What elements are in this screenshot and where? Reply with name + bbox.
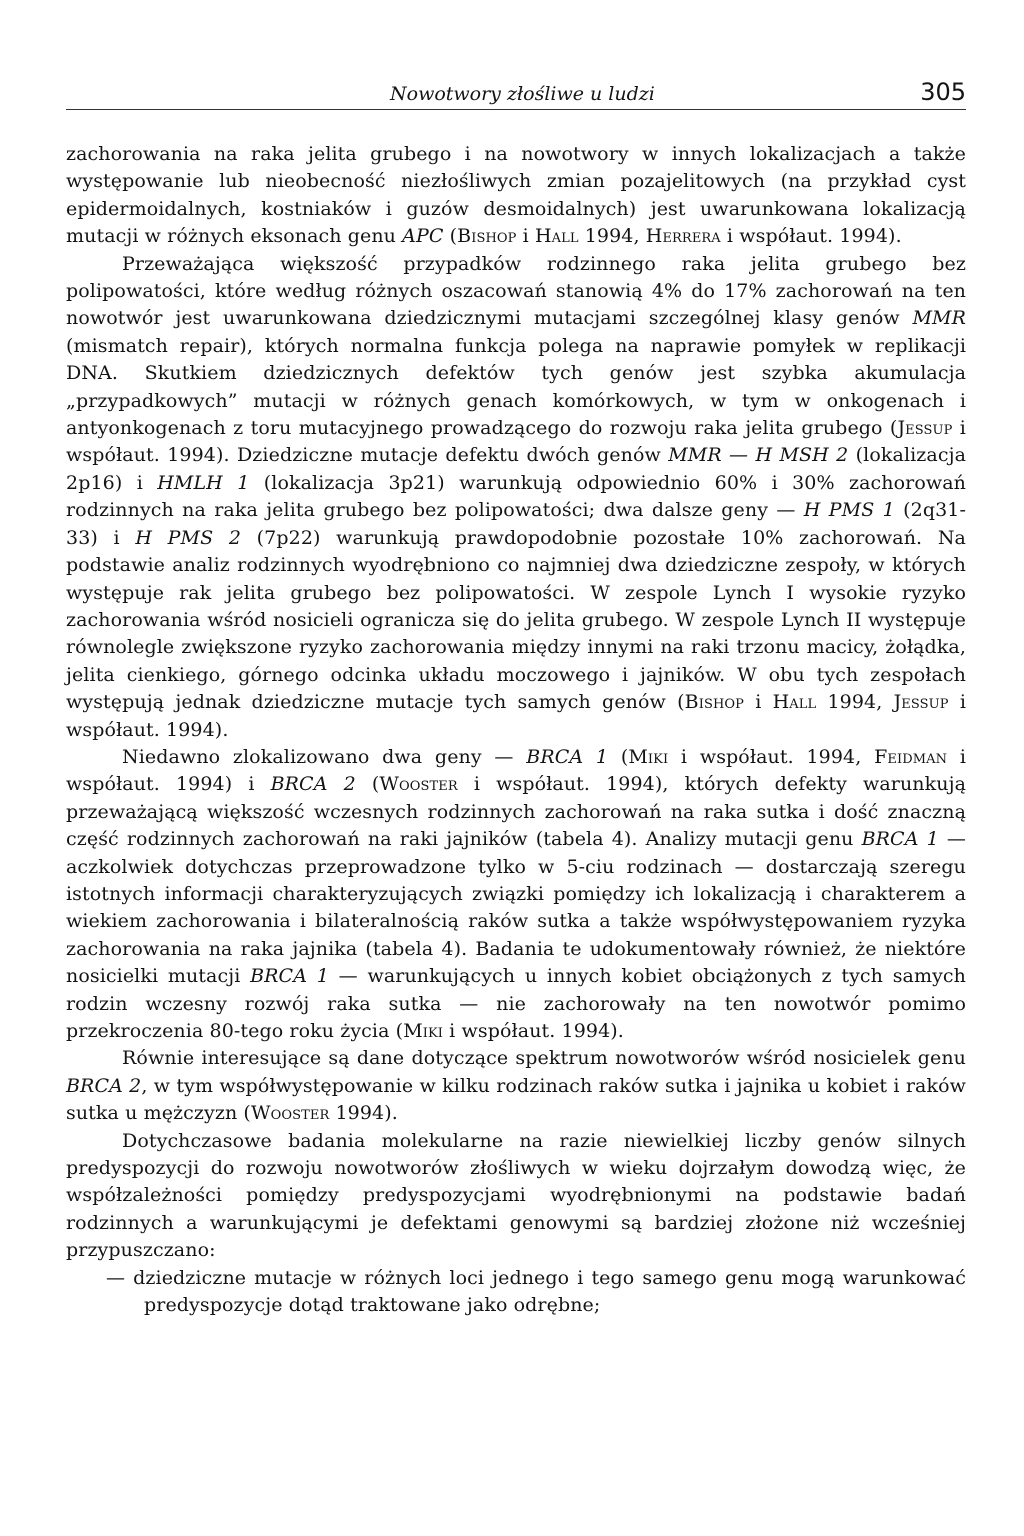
body-text (66, 141, 966, 1319)
paragraph-2: Przeważająca większość przypadków rodzinnego raka jelita grubego bez polipowatości, które według różnych oszacowań stanowią 4% do 17% zachorowań na ten nowotwór jest uwarunkowana dziedzicznymi mutacjami szczególnej klasy genów MMR (mismatch repair), których normalna funkcja polega na naprawie pomyłek w replikacji DNA. Skutkiem dziedzicznych defektów tych genów jest szybka akumulacja „przypadkowych” mutacji w różnych genach komórkowych, w tym w onkogenach i antyonkogenach z toru mutacyjnego prowadzącego do rozwoju raka jelita grubego (Jessup i współaut. 1994). Dziedziczne mutacje defektu dwóch genów MMR — H MSH 2 (lokalizacja 2p16) i HMLH 1 (lokalizacja 3p21) warunkują odpowiednio 60% i 30% zachorowań rodzinnych na raka jelita grubego bez polipowatości; dwa dalsze geny — H PMS 1 (2q31-33) i H PMS 2 (7p22) warunkują prawdopodobnie pozostałe 10% zachorowań. Na podstawie analiz rodzinnych wyodrębniono co najmniej dwa dziedziczne zespoły, w których występuje rak jelita grubego bez polipowatości. W zespole Lynch I wysokie ryzyko zachorowania wśród nosicieli ogranicza się do jelita grubego. W zespole Lynch II występuje równolegle zwiększone ryzyko zachorowania między innymi na raki trzonu macicy, żołądka, jelita cienkiego, górnego odcinka układu moczowego i jajników. W obu tych zespołach występują jednak dziedziczne mutacje tych samych genów (Bishop i Hall 1994, Jessup i współaut. 1994). (66, 252, 966, 741)
paragraph-1: zachorowania na raka jelita grubego i na nowotwory w innych lokalizacjach a także występowanie lub nieobecność niezłośliwych zmian pozajelitowych (na przykład cyst epidermoidalnych, kostniaków i guzów desmoidalnych) jest uwarunkowana lokalizacją mutacji w różnych eksonach genu APC (Bishop i Hall 1994, Herrera i współaut. 1994). (66, 143, 966, 248)
list-item: — dziedziczne mutacje w różnych loci jednego i tego samego genu mogą warunkować predyspozycje dotąd traktowane jako odrębne; (106, 1266, 966, 1317)
paragraph-4: Równie interesujące są dane dotyczące spektrum nowotworów wśród nosicielek genu BRCA 2, w tym współwystępowanie w kilku rodzinach raków sutka i jajnika u kobiet i raków sutka u mężczyzn (Wooster 1994). (66, 1047, 966, 1125)
running-title: Nowotwory złośliwe u ludzi (390, 83, 655, 105)
page-number: 305 (920, 78, 966, 106)
page-header (66, 78, 966, 110)
paragraph-3: Niedawno zlokalizowano dwa geny — BRCA 1 (Miki i współaut. 1994, Feidman i współaut. 1994) i BRCA 2 (Wooster i współaut. 1994), których defekty warunkują przeważającą większość wczesnych rodzinnych zachorowań na raka sutka i dość znaczną część rodzinnych zachorowań na raki jajników (tabela 4). Analizy mutacji genu BRCA 1 — aczkolwiek dotychczas przeprowadzone tylko w 5-ciu rodzinach — dostarczają szeregu istotnych informacji charakteryzujących związki pomiędzy ich lokalizacją i charakterem a wiekiem zachorowania i bilateralnością raków sutka a także współwystępowaniem ryzyka zachorowania na raka jajnika (tabela 4). Badania te udokumentowały również, że niektóre nosicielki mutacji BRCA 1 — warunkujących u innych kobiet obciążonych z tych samych rodzin wczesny rozwój raka sutka — nie zachorowały na ten nowotwór pomimo przekroczenia 80-tego roku życia (Miki i współaut. 1994). (66, 745, 967, 1042)
paragraph-5: Dotychczasowe badania molekularne na razie niewielkiej liczby genów silnych predyspozycji do rozwoju nowotworów złośliwych w wieku dojrzałym dowodzą więc, że współzależności pomiędzy predyspozycjami wyodrębnionymi na podstawie badań rodzinnych a warunkującymi je defektami genowymi są bardziej złożone niż wcześniej przypuszczano: (66, 1129, 966, 1262)
